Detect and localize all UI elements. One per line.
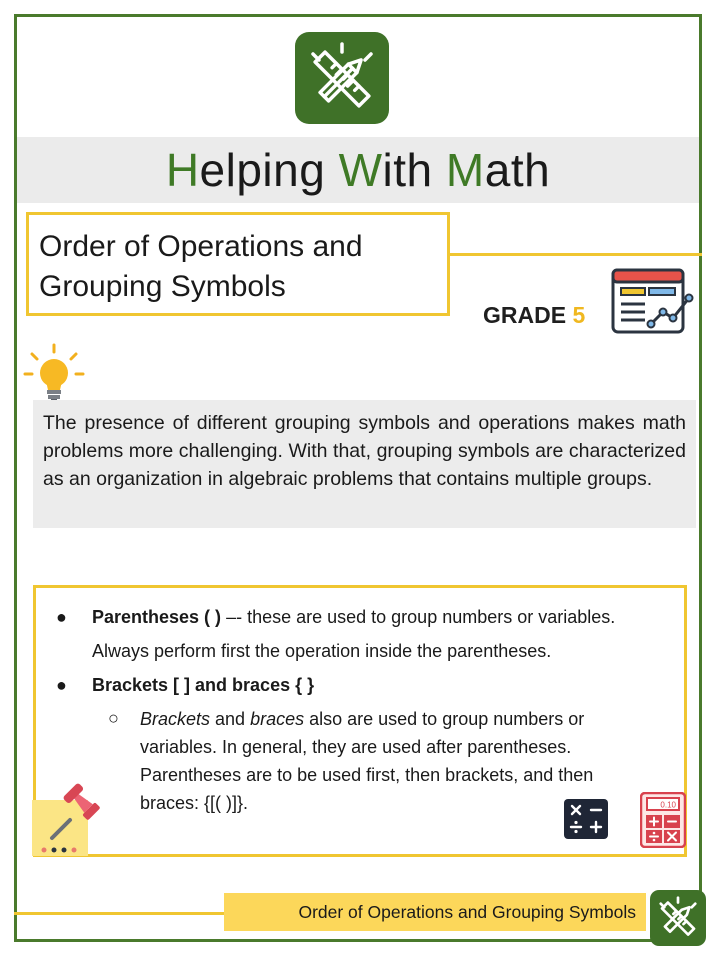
em-brackets: Brackets <box>140 709 211 729</box>
calculator-display: 0.10 <box>660 800 676 810</box>
title-part: ath <box>484 144 551 196</box>
pencil-ruler-logo-icon <box>295 32 389 124</box>
subtitle-line-1: Order of Operations and <box>39 230 363 263</box>
title-letter-h: H <box>165 144 200 196</box>
lightbulb-icon <box>22 342 86 406</box>
bullet-dot: ● <box>56 675 67 695</box>
bullet-parentheses-line2: Always perform first the operation inside the parentheses. <box>92 641 552 661</box>
brackets-desc: also are used to group numbers or <box>304 709 585 729</box>
intro-paragraph: The presence of different grouping symbols and operations makes math problems more challenging. With that, grouping symbols are characterized as an organization in algebraic problems that contains multiple groups. <box>33 400 696 528</box>
subtitle-divider <box>450 253 702 256</box>
bullet-dot: ● <box>56 607 67 627</box>
grade-number: 5 <box>572 302 586 328</box>
report-chart-icon <box>611 268 697 338</box>
pencil-ruler-logo-icon <box>650 890 706 946</box>
term-parentheses: Parentheses ( ) <box>92 607 222 627</box>
title-band <box>17 137 699 203</box>
title-part: elping <box>199 144 339 196</box>
title-letter-w: W <box>338 144 383 196</box>
grade-text: GRADE <box>483 302 567 328</box>
bullet-parentheses-line1 <box>92 600 615 634</box>
term-brackets: Brackets [ ] and braces { } <box>92 675 315 695</box>
sub-bullet-circle: ○ <box>108 708 119 728</box>
page-title <box>166 143 550 197</box>
math-operations-icon <box>563 798 609 840</box>
calculator-icon <box>640 792 686 848</box>
grade-label <box>483 302 585 329</box>
brackets-line3: Parentheses are to be used first, then brackets, and then <box>140 765 594 785</box>
footer-text: Order of Operations and Grouping Symbols <box>298 901 636 922</box>
push-pin-icon <box>30 770 120 860</box>
worksheet-subtitle <box>26 212 450 316</box>
and-word: and <box>210 709 251 729</box>
title-letter-m: M <box>445 144 485 196</box>
parentheses-desc: –- these are used to group numbers or variables. <box>221 607 616 627</box>
em-braces: braces <box>250 709 305 729</box>
subtitle-line-2: Grouping Symbols <box>39 270 286 303</box>
title-part: ith <box>382 144 446 196</box>
footer-divider <box>14 912 224 915</box>
bullet-brackets <box>92 668 314 702</box>
brackets-line2: variables. In general, they are used after parentheses. <box>140 737 572 757</box>
brackets-line4: braces: {[( )]}. <box>140 793 249 813</box>
footer-band <box>224 893 646 931</box>
